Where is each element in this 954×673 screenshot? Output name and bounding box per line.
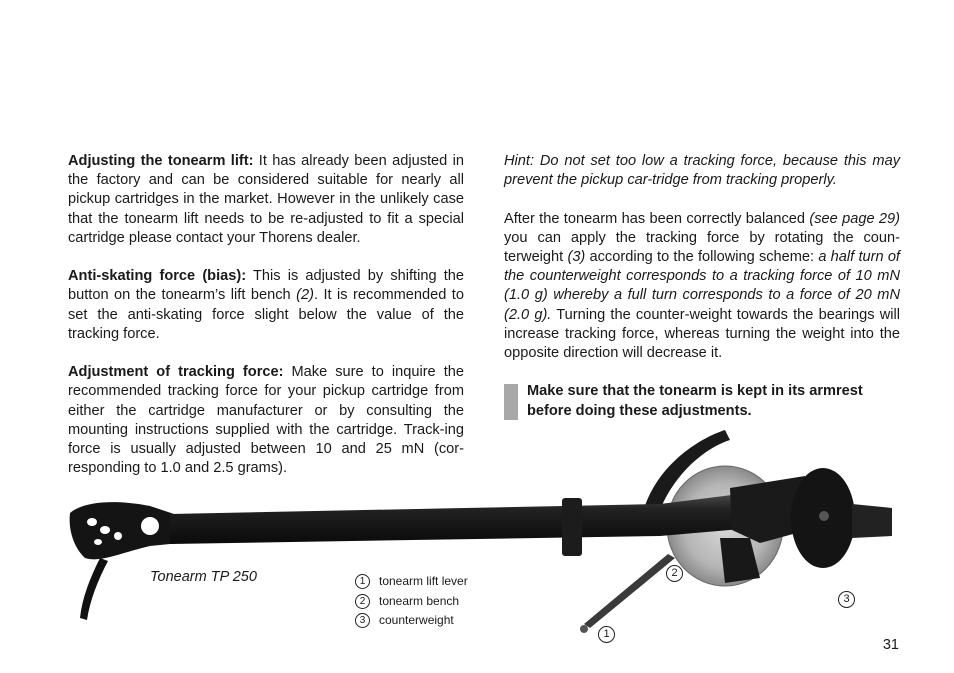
ref-counterweight: (3) [567,249,586,265]
balance-text-a: After the tonearm has been correctly balanced [504,210,810,227]
text-anti-skating-b: . It is recommended to set the anti-skating force slight below the value of the tracking force. [68,287,464,342]
armrest-clip [562,498,582,556]
tonearm-illustration [60,418,920,648]
lift-lever-knob [580,625,588,633]
hint-text: Hint: Do not set too low a tracking force, because this may prevent the pickup car-tridge from tracking properly. [504,153,900,189]
callout-1: 1 [598,626,615,643]
paragraph-tonearm-lift [68,152,464,248]
page-number: 31 [882,637,899,653]
balance-scheme: a half turn of the counterweight corresponds to a tracking force of 10 mN (1.0 g) whereby a full turn corresponds to a force of 20 mN (2.0 g). [504,249,900,323]
balance-text-g: Turning the counter-weight towards the bearings will increase tracking force, whereas turning the weight into the opposite direction will decrease it. [504,306,901,362]
callout-2: 2 [666,565,683,582]
headshell-hole [100,526,110,534]
legend-number: 3 [355,613,370,628]
paragraph-anti-skating [68,267,464,344]
heading-anti-skating: Anti-skating force (bias): [68,268,247,285]
heading-tonearm-lift: Adjusting the tonearm lift: [68,153,254,169]
tonearm-lift-lever [584,554,675,628]
note-bar [504,384,518,420]
ref-see-page: (see page 29) [809,210,900,227]
text-tracking-force: Make sure to inquire the recommended tracking force for your pickup cartridge from either the cartridge manufacturer or by consulting the mounting instructions supplied with the cartridge. Track-ing force is usually adjusted between 10 and 25 mN (cor-responding to 1.0 and 2.5 grams). [68,364,464,477]
legend-item-lift-lever [355,572,468,592]
warning-note [504,382,900,420]
heading-tracking-force: Adjustment of tracking force: [68,364,284,381]
hint-paragraph [504,152,900,190]
figure-legend [355,572,468,631]
text-tonearm-lift: It has already been adjusted in the factory and can be considered suitable for nearly all pickup cartridges in the market. However in the unlikely case that the tonearm lift needs to be re-adjusted to fit a special cartridge please contact your Thorens dealer. [68,153,464,246]
legend-item-counterweight [355,611,468,631]
legend-number: 2 [355,594,370,609]
note-text: Make sure that the tonearm is kept in its armrest before doing these adjustments. [527,383,863,419]
balance-text-c: you can apply the tracking force by rotating the coun-terweight [504,229,900,265]
paragraph-balance [504,210,900,364]
counterweight-screw [819,511,829,521]
legend-label: tonearm lift lever [379,574,468,588]
legend-label: tonearm bench [379,593,460,608]
headshell-finger-lift [80,558,108,620]
legend-item-bench [355,592,468,612]
headshell-hole [114,532,122,540]
legend-label: counterweight [379,613,454,627]
callout-3: 3 [838,591,855,608]
balance-text-e: according to the following scheme: [585,249,819,265]
legend-number: 1 [355,574,370,589]
text-anti-skating-a: This is adjusted by shifting the button on the tonearm’s lift bench [68,268,464,304]
counterweight-thread [852,504,892,538]
headshell-hole [94,539,102,545]
figure-caption: Tonearm TP 250 [150,569,257,585]
headshell-hole [141,517,159,535]
headshell [70,502,180,559]
right-column [504,152,900,421]
ref-lift-bench: (2) [296,287,314,304]
headshell-hole [87,518,97,526]
